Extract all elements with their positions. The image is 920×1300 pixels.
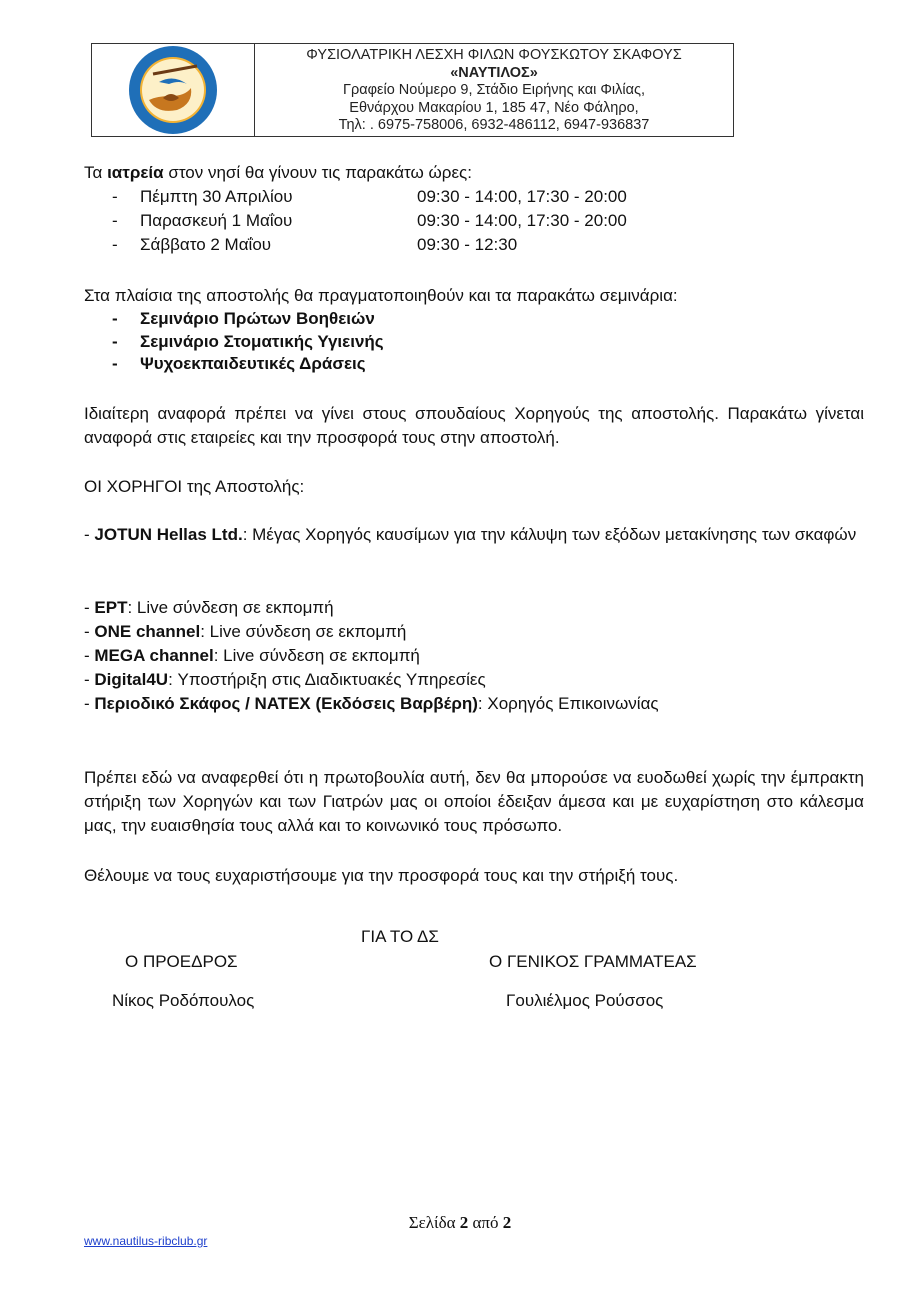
page-word: Σελίδα bbox=[408, 1213, 460, 1232]
president-name: Νίκος Ροδόπουλος bbox=[112, 991, 255, 1010]
schedule-hours: 09:30 - 14:00, 17:30 - 20:00 bbox=[417, 211, 627, 230]
sponsor-desc: : Χορηγός Επικοινωνίας bbox=[477, 694, 659, 713]
list-dash: - bbox=[112, 211, 118, 230]
secretary-name: Γουλιέλμος Ρούσσος bbox=[506, 991, 664, 1010]
schedule-row bbox=[84, 209, 627, 233]
sponsor-desc: : Live σύνδεση σε εκπομπή bbox=[127, 598, 334, 617]
sponsor-desc: : Υποστήριξη στις Διαδικτυακές Υπηρεσίες bbox=[168, 670, 486, 689]
page-current: 2 bbox=[459, 1213, 469, 1232]
closing-paragraph: Πρέπει εδώ να αναφερθεί ότι η πρωτοβουλία αυτή, δεν θα μπορούσε να ευοδωθεί χωρίς την έμπρακτη στήριξη των Χορηγών και των Γιατρών μας οι οποίοι έδειξαν άμεσα και με ευχαρίστηση στο κάλεσμα μας, την ευαισθησία τους αλλά και το κοινωνικό τους πρόσωπο. bbox=[84, 768, 864, 835]
president-title: Ο ΠΡΟΕΔΡΟΣ bbox=[125, 952, 238, 971]
sponsor-item bbox=[84, 620, 659, 644]
org-name: ΦΥΣΙΟΛΑΤΡΙΚΗ ΛΕΣΧΗ ΦΙΛΩΝ ΦΟΥΣΚΩΤΟΥ ΣΚΑΦΟΥΣ bbox=[306, 47, 682, 63]
main-sponsor bbox=[84, 523, 864, 547]
sponsor-name: Περιοδικό Σκάφος / ΝΑΤΕΧ (Εκδόσεις Βαρβέρη) bbox=[94, 694, 478, 713]
sponsor-item bbox=[84, 644, 659, 668]
schedule-hours: 09:30 - 14:00, 17:30 - 20:00 bbox=[417, 187, 627, 206]
list-dash: - bbox=[112, 354, 118, 373]
list-dash: - bbox=[112, 235, 118, 254]
page-total: 2 bbox=[502, 1213, 512, 1232]
seminar-item bbox=[84, 353, 384, 376]
seminar-item bbox=[84, 331, 384, 354]
sponsor-desc: : Live σύνδεση σε εκπομπή bbox=[200, 622, 407, 641]
schedule-hours: 09:30 - 12:30 bbox=[417, 235, 518, 254]
letterhead bbox=[91, 43, 734, 137]
sponsor-item bbox=[84, 692, 659, 716]
list-dash: - bbox=[112, 331, 118, 351]
clinics-intro-bold: ιατρεία bbox=[107, 163, 164, 182]
phone-line: Τηλ: . 6975-758006, 6932-486112, 6947-936837 bbox=[338, 117, 650, 133]
sponsor-name: ΕΡΤ bbox=[94, 598, 128, 617]
page-number bbox=[0, 1213, 920, 1233]
seminar-item bbox=[84, 308, 384, 331]
sponsor-desc: : Μέγας Χορηγός καυσίμων για την κάλυψη των εξόδων μετακίνησης των σκαφών bbox=[242, 525, 857, 544]
logo-cell bbox=[92, 44, 255, 136]
thanks-paragraph: Θέλουμε να τους ευχαριστήσουμε για την προσφορά τους και την στήριξή τους. bbox=[84, 866, 679, 885]
sponsor-name: JOTUN Hellas Ltd. bbox=[94, 525, 243, 544]
website-link[interactable]: www.nautilus-ribclub.gr bbox=[84, 1234, 208, 1248]
clinic-schedule bbox=[84, 185, 627, 257]
clinics-intro-post: στον νησί θα γίνουν τις παρακάτω ώρες: bbox=[163, 163, 472, 182]
sponsor-dash: - bbox=[84, 694, 95, 713]
secretary-title: Ο ΓΕΝΙΚΟΣ ΓΡΑΜΜΑΤΕΑΣ bbox=[489, 952, 697, 971]
seminar-title: Ψυχοεκπαιδευτικές Δράσεις bbox=[140, 354, 366, 373]
sponsor-item bbox=[84, 668, 659, 692]
sponsor-name: Digital4U bbox=[94, 670, 169, 689]
schedule-day: Παρασκευή 1 Μαΐου bbox=[140, 211, 293, 230]
nautilus-logo bbox=[127, 44, 219, 136]
list-dash: - bbox=[112, 309, 118, 328]
sponsors-heading: ΟΙ ΧΟΡΗΓΟΙ της Αποστολής: bbox=[84, 477, 305, 496]
schedule-row bbox=[84, 233, 627, 257]
sponsor-dash: - bbox=[84, 670, 95, 689]
sponsor-dash: - bbox=[84, 646, 95, 665]
seminars-intro: Στα πλαίσια της αποστολής θα πραγματοποιηθούν και τα παρακάτω σεμινάρια: bbox=[84, 286, 678, 305]
club-name: «ΝΑΥΤΙΛΟΣ» bbox=[450, 64, 538, 81]
letterhead-text bbox=[255, 44, 733, 136]
sponsor-desc: : Live σύνδεση σε εκπομπή bbox=[213, 646, 420, 665]
clinics-intro-pre: Τα bbox=[84, 163, 108, 182]
sponsor-dash: - bbox=[84, 622, 95, 641]
sponsor-dash: - bbox=[84, 598, 95, 617]
sponsor-item bbox=[84, 596, 659, 620]
for-board-label: ΓΙΑ ΤΟ ΔΣ bbox=[361, 927, 439, 946]
sponsor-name: MEGA channel bbox=[94, 646, 214, 665]
schedule-row bbox=[84, 185, 627, 209]
sponsor-list bbox=[84, 596, 659, 716]
sponsor-name: ONE channel bbox=[94, 622, 201, 641]
seminar-list bbox=[84, 308, 384, 376]
page-of-word: από bbox=[468, 1213, 503, 1232]
list-dash: - bbox=[112, 187, 118, 206]
address-line-1: Γραφείο Νούμερο 9, Στάδιο Ειρήνης και Φιλίας, bbox=[342, 82, 645, 98]
address-line-2: Εθνάρχου Μακαρίου 1, 185 47, Νέο Φάληρο, bbox=[349, 99, 639, 116]
seminar-title: Σεμινάριο Πρώτων Βοηθειών bbox=[140, 309, 375, 328]
schedule-day: Σάββατο 2 Μαΐου bbox=[140, 235, 272, 254]
sponsor-dash: - bbox=[84, 525, 95, 544]
schedule-day: Πέμπτη 30 Απριλίου bbox=[140, 187, 293, 206]
sponsors-paragraph: Ιδιαίτερη αναφορά πρέπει να γίνει στους σπουδαίους Χορηγούς της αποστολής. Παρακάτω γίνεται αναφορά στις εταιρείες και την προσφορά τους στην αποστολή. bbox=[84, 404, 864, 447]
clinics-intro bbox=[84, 161, 864, 185]
seminar-title: Σεμινάριο Στοματικής Υγιεινής bbox=[140, 331, 384, 351]
